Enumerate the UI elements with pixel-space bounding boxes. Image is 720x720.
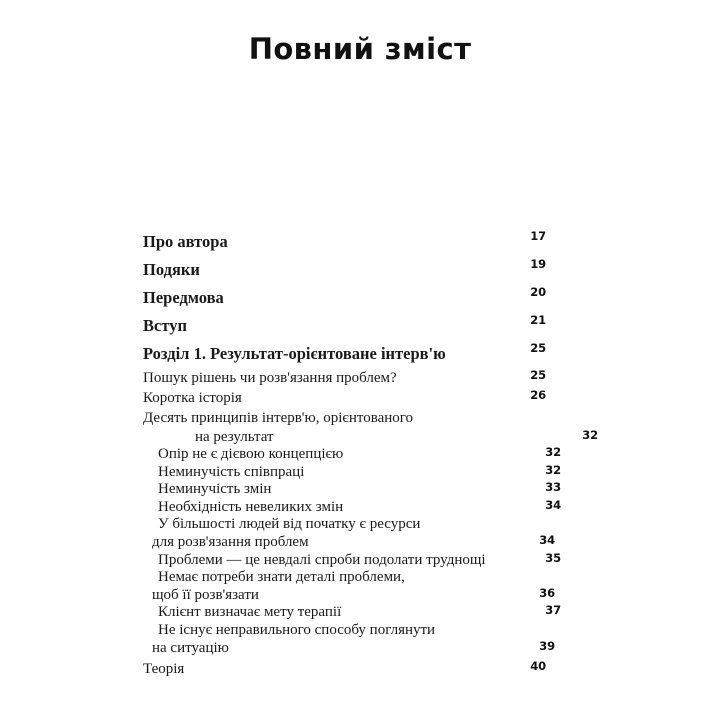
toc-entry-label: Теорія bbox=[143, 661, 185, 678]
toc-entry-page-number: 32 bbox=[545, 445, 561, 459]
toc-entry[interactable] bbox=[143, 587, 555, 605]
toc-entry-label: Вступ bbox=[143, 316, 187, 335]
toc-entry-page-number: 32 bbox=[545, 462, 561, 477]
toc-entry[interactable] bbox=[143, 499, 561, 517]
page-title: Повний зміст bbox=[248, 32, 472, 66]
toc-entry-label: У більшості людей від початку є ресурси bbox=[158, 516, 421, 533]
toc-entry-label: Клієнт визначає мету терапії bbox=[158, 604, 342, 621]
toc-entry[interactable] bbox=[143, 284, 546, 312]
toc-entry-page-number: 34 bbox=[545, 497, 561, 512]
toc-entry-label: на ситуацію bbox=[152, 639, 229, 656]
toc-entry-label: Про автора bbox=[143, 232, 228, 251]
toc-entry-label: щоб її розв'язати bbox=[152, 586, 259, 603]
toc-entry[interactable] bbox=[143, 552, 561, 570]
toc-entry-label: Десять принципів інтерв'ю, орієнтованого bbox=[143, 410, 414, 426]
toc-entry[interactable] bbox=[143, 604, 561, 622]
toc-entry[interactable] bbox=[143, 622, 561, 640]
toc-entry[interactable] bbox=[143, 659, 546, 679]
toc-entry[interactable] bbox=[143, 256, 546, 284]
toc-entry-label: Передмова bbox=[143, 288, 224, 307]
toc-entry[interactable] bbox=[143, 312, 546, 340]
toc-entry-page-number: 21 bbox=[530, 313, 546, 327]
toc-entry-page-number: 37 bbox=[545, 603, 561, 618]
toc-entry[interactable] bbox=[143, 228, 546, 256]
toc-entry-label: на результат bbox=[195, 429, 274, 445]
toc-entry-label: Пошук рішень чи розв'язання проблем? bbox=[143, 370, 397, 386]
toc-entry[interactable] bbox=[143, 569, 561, 587]
toc-entry-page-number: 25 bbox=[530, 368, 546, 382]
toc-entry-page-number: 19 bbox=[530, 257, 546, 271]
toc-entry-label: Розділ 1. Результат-орієнтоване інтерв'ю bbox=[143, 344, 446, 363]
toc-entry-label: для розв'язання проблем bbox=[152, 533, 309, 550]
toc-entry-page-number: 32 bbox=[582, 428, 598, 442]
toc-entry-page-number: 35 bbox=[545, 550, 561, 565]
toc-entry-page-number: 40 bbox=[530, 659, 546, 674]
toc-entry[interactable] bbox=[143, 340, 546, 368]
toc-entry-label: Не існує неправильного способу поглянути bbox=[158, 621, 436, 638]
toc-entry-page-number: 26 bbox=[530, 388, 546, 402]
toc-entry[interactable] bbox=[143, 516, 561, 534]
toc-entry-label: Коротка історія bbox=[143, 390, 242, 406]
toc-entry-label: Подяки bbox=[143, 260, 200, 279]
toc-entry-label: Неминучість змін bbox=[158, 481, 272, 498]
table-of-contents bbox=[143, 228, 598, 679]
toc-entry[interactable] bbox=[143, 446, 561, 464]
toc-entry-label: Опір не є дієвою концепцією bbox=[158, 446, 344, 462]
toc-entry[interactable] bbox=[143, 368, 546, 388]
toc-entry-page-number: 33 bbox=[545, 480, 561, 495]
toc-entry-label: Необхідність невеликих змін bbox=[158, 498, 344, 515]
toc-entry[interactable] bbox=[143, 481, 561, 499]
toc-entry-label: Неминучість співпраці bbox=[158, 463, 305, 480]
toc-entry-page-number: 34 bbox=[539, 532, 555, 547]
toc-entry-label: Немає потреби знати деталі проблеми, bbox=[158, 569, 405, 586]
toc-entry-label: Проблеми — це невдалі спроби подолати труднощі bbox=[158, 551, 486, 568]
toc-entry-page-number: 36 bbox=[539, 585, 555, 600]
toc-entry[interactable] bbox=[143, 464, 561, 482]
toc-entry-page-number: 20 bbox=[530, 285, 546, 299]
toc-entry[interactable] bbox=[143, 534, 555, 552]
toc-entry-page-number: 25 bbox=[530, 341, 546, 355]
toc-entry[interactable] bbox=[143, 388, 546, 408]
toc-entry-page-number: 39 bbox=[539, 638, 555, 653]
toc-entry[interactable] bbox=[143, 640, 555, 658]
toc-entry-page-number: 17 bbox=[530, 229, 546, 243]
toc-entry[interactable] bbox=[143, 408, 546, 428]
toc-entry[interactable] bbox=[143, 428, 598, 446]
